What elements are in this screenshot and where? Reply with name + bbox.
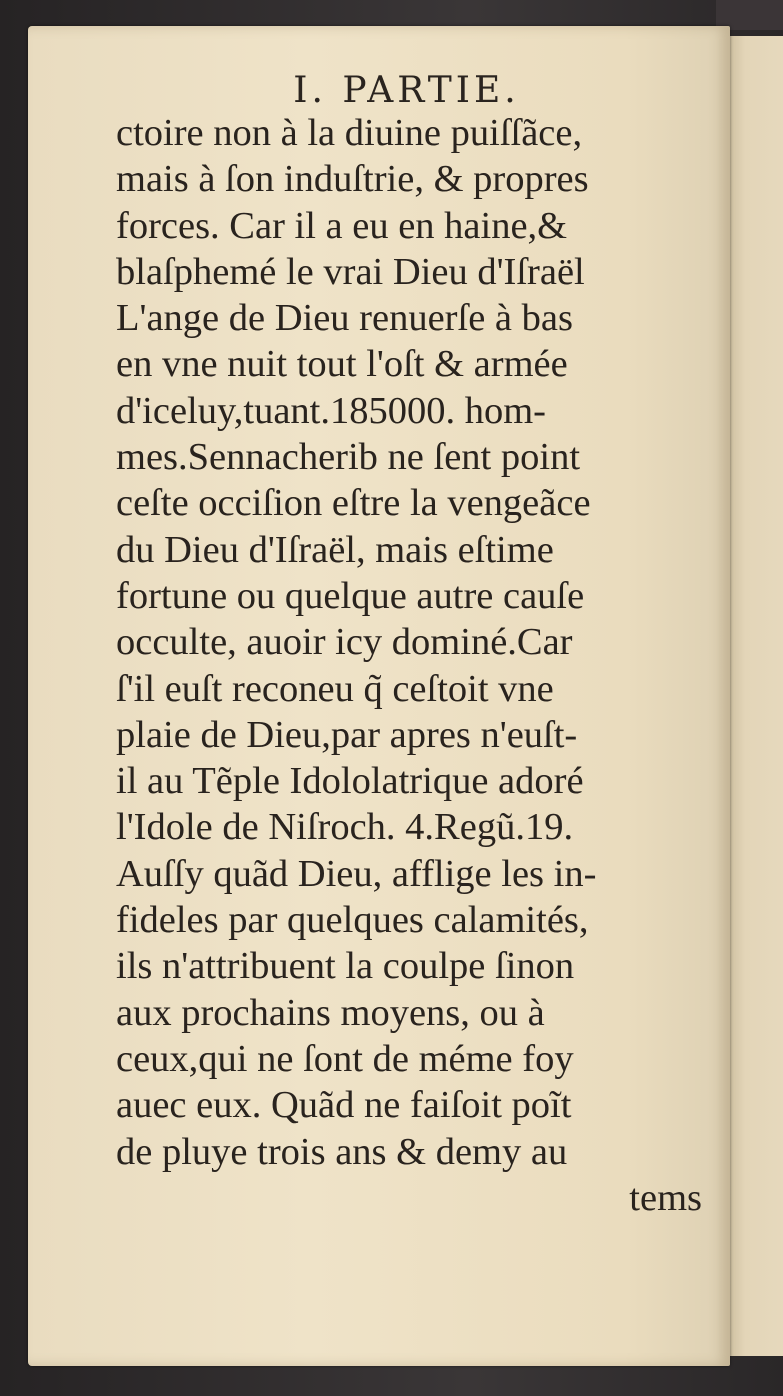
- text-line: occulte, auoir icy dominé.Car: [116, 621, 573, 664]
- text-line: aux prochains moyens, ou à: [116, 991, 545, 1034]
- running-title: I. PARTIE.: [293, 70, 520, 111]
- text-line: ils n'attribuent la coulpe ſinon: [116, 945, 575, 988]
- text-line: plaie de Dieu,par apres n'euſt-: [116, 713, 578, 756]
- text-line: mais à ſon induſtrie, & propres: [116, 158, 589, 201]
- text-line: fortune ou quelque autre cauſe: [116, 574, 585, 617]
- text-line: du Dieu d'Iſraël, mais eſtime: [116, 528, 554, 571]
- text-line: fideles par quelques calamités,: [116, 899, 589, 942]
- text-line: ceſte occiſion eſtre la vengeãce: [116, 482, 591, 525]
- text-line: d'iceluy,tuant.185000. hom-: [116, 389, 547, 432]
- text-line: L'ange de Dieu renuerſe à bas: [116, 297, 573, 340]
- facing-page-edge: [726, 36, 783, 1356]
- text-line: mes.Sennacherib ne ſent point: [116, 436, 581, 479]
- text-line: de pluye trois ans & demy au: [116, 1130, 568, 1173]
- text-line: auec eux. Quãd ne faiſoit poĩt: [116, 1084, 572, 1127]
- text-line: blaſphemé le vrai Dieu d'Iſraël: [116, 250, 585, 293]
- text-line: en vne nuit tout l'oſt & armée: [116, 343, 568, 386]
- text-line: ſ'il euſt reconeu q̃ ceſtoit vne: [116, 667, 554, 710]
- text-line: Auſſy quãd Dieu, afflige les in-: [116, 852, 597, 895]
- page-text: [116, 110, 716, 1221]
- catchword: tems: [629, 1176, 702, 1219]
- text-line: forces. Car il a eu en haine,&: [116, 204, 568, 247]
- text-line: l'Idole de Niſroch. 4.Regũ.19.: [116, 806, 574, 849]
- text-line: ctoire non à la diuine puiſſãce,: [116, 112, 583, 154]
- text-line: il au Tẽple Idololatrique adoré: [116, 760, 584, 803]
- text-line: ceux,qui ne ſont de méme foy: [116, 1037, 574, 1080]
